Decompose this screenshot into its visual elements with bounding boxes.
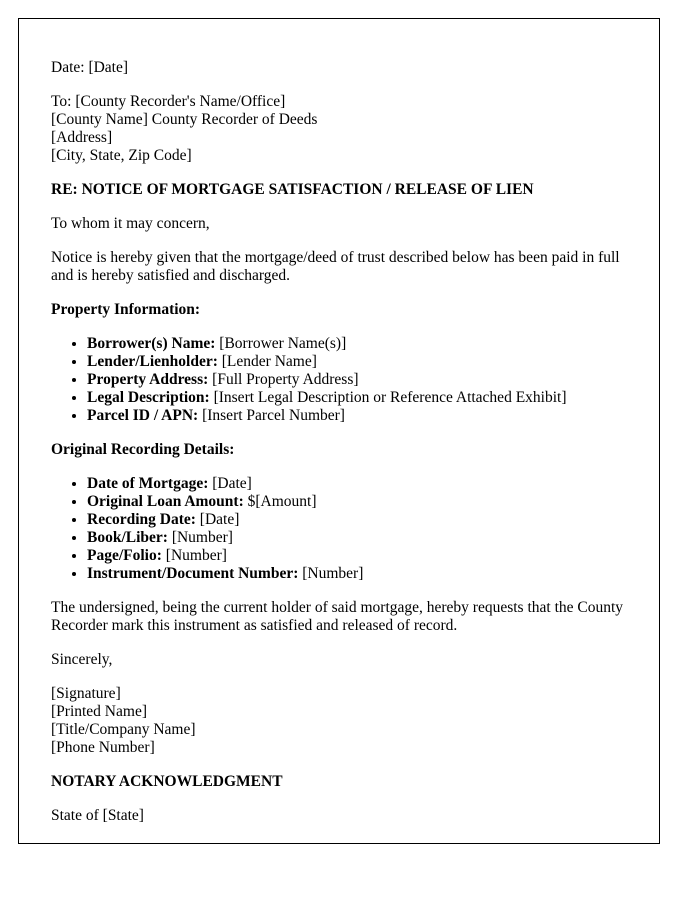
- item-label: Book/Liber:: [87, 529, 168, 546]
- list-item: [87, 493, 627, 511]
- closing-paragraph: The undersigned, being the current holder of said mortgage, hereby requests that the County Recorder mark this instrument as satisfied and released of record.: [51, 599, 624, 634]
- re-subject-line: RE: NOTICE OF MORTGAGE SATISFACTION / RELEASE OF LIEN: [51, 181, 534, 198]
- list-item: [87, 475, 627, 493]
- list-item: [87, 547, 627, 565]
- item-value: [Lender Name]: [217, 353, 317, 370]
- letter-page: [18, 18, 660, 844]
- list-item: [87, 371, 627, 389]
- state-line: State of [State]: [51, 807, 144, 824]
- item-label: Original Loan Amount:: [87, 493, 244, 510]
- item-value: [Number]: [161, 547, 227, 564]
- item-value: [Insert Parcel Number]: [198, 407, 345, 424]
- list-item: [87, 511, 627, 529]
- item-label: Property Address:: [87, 371, 209, 388]
- list-item: [87, 389, 627, 407]
- recording-detail-list: [51, 475, 627, 583]
- recipient-line: [County Name] County Recorder of Deeds: [51, 111, 318, 128]
- intro-paragraph: Notice is hereby given that the mortgage/deed of trust described below has been paid in full and is hereby satisfied and discharged.: [51, 249, 620, 284]
- item-label: Lender/Lienholder:: [87, 353, 218, 370]
- item-value: [Number]: [298, 565, 364, 582]
- item-label: Recording Date:: [87, 511, 196, 528]
- item-value: [Full Property Address]: [208, 371, 359, 388]
- signature-line: [Phone Number]: [51, 739, 155, 756]
- item-label: Borrower(s) Name:: [87, 335, 216, 352]
- list-item: [87, 529, 627, 547]
- signature-line: [Printed Name]: [51, 703, 147, 720]
- item-value: [Borrower Name(s)]: [215, 335, 347, 352]
- signature-line: [Signature]: [51, 685, 121, 702]
- date-line: Date: [Date]: [51, 59, 129, 76]
- salutation: To whom it may concern,: [51, 215, 210, 232]
- list-item: [87, 335, 627, 353]
- list-item: [87, 565, 627, 583]
- signature-block: [51, 685, 627, 757]
- item-value: [Number]: [167, 529, 233, 546]
- recipient-block: [51, 93, 627, 165]
- property-section-heading: Property Information:: [51, 301, 201, 318]
- recipient-line: [Address]: [51, 129, 113, 146]
- item-label: Date of Mortgage:: [87, 475, 209, 492]
- item-label: Page/Folio:: [87, 547, 162, 564]
- notary-heading: NOTARY ACKNOWLEDGMENT: [51, 773, 283, 790]
- list-item: [87, 353, 627, 371]
- recording-section-heading: Original Recording Details:: [51, 441, 235, 458]
- recipient-line: [City, State, Zip Code]: [51, 147, 192, 164]
- recipient-line: To: [County Recorder's Name/Office]: [51, 93, 286, 110]
- item-value: $[Amount]: [243, 493, 317, 510]
- item-value: [Insert Legal Description or Reference Attached Exhibit]: [209, 389, 567, 406]
- sincerely-line: Sincerely,: [51, 651, 113, 668]
- item-label: Legal Description:: [87, 389, 210, 406]
- letter-content: [51, 59, 627, 824]
- item-value: [Date]: [208, 475, 252, 492]
- item-value: [Date]: [195, 511, 240, 528]
- property-detail-list: [51, 335, 627, 425]
- list-item: [87, 407, 627, 425]
- signature-line: [Title/Company Name]: [51, 721, 196, 738]
- item-label: Parcel ID / APN:: [87, 407, 199, 424]
- item-label: Instrument/Document Number:: [87, 565, 299, 582]
